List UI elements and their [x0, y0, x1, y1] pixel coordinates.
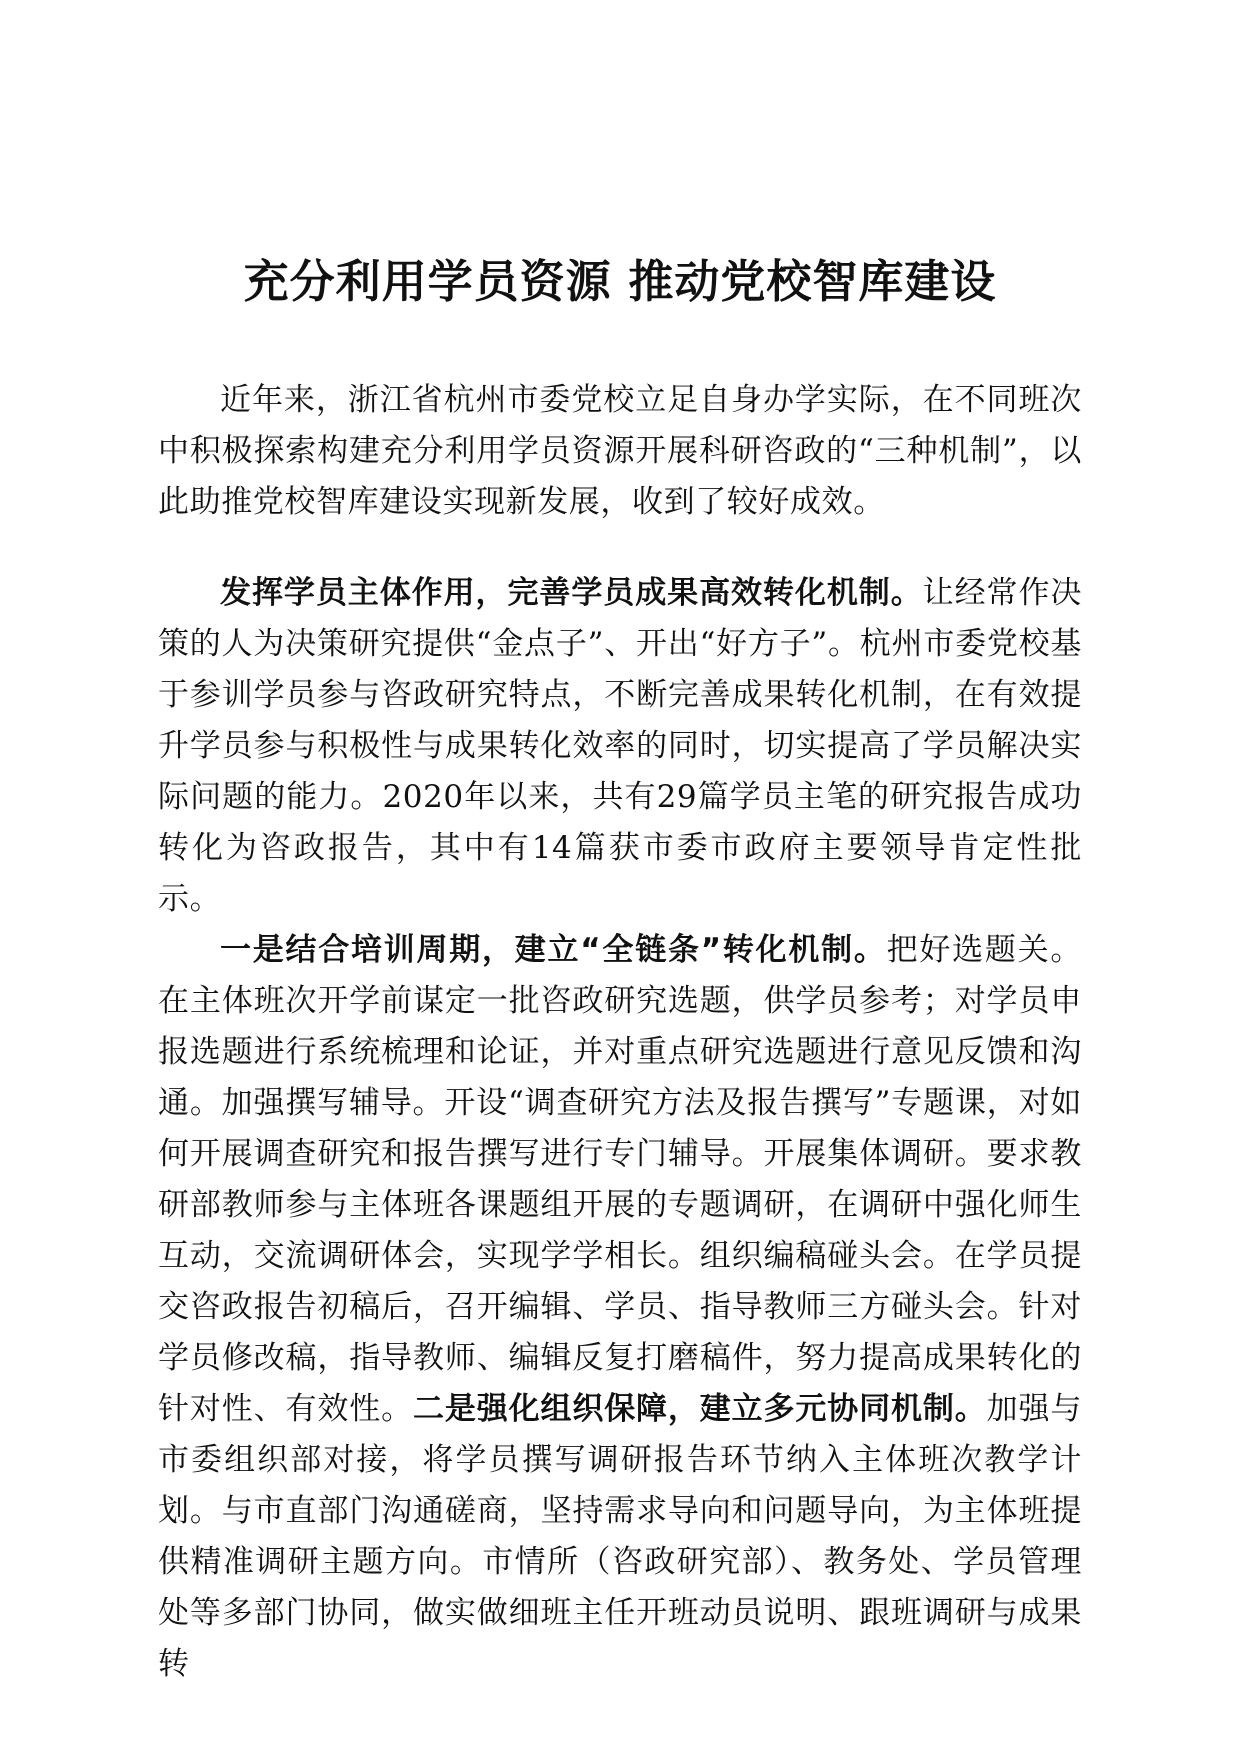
section1-text: 让经常作决策的人为决策研究提供“金点子”、开出“好方子”。杭州市委党校基于参训学员参与咨政研究特点，不断完善成果转化机制，在有效提升学员参与积极性与成果转化效率的同时，切实提高了学员解决实际问题的能力。2020年以来，共有29篇学员主笔的研究报告成功转化为咨政报告，其中有14篇获市委市政府主要领导肯定性批示。 — [158, 575, 1083, 917]
section2-text: 把好选题关。在主体班次开学前谋定一批咨政研究选题，供学员参考；对学员申报选题进行系统梳理和论证，并对重点研究选题进行意见反馈和沟通。加强撰写辅导。开设“调查研究方法及报告撰写”专题课，对如何开展调查研究和报告撰写进行专门辅导。开展集体调研。要求教研部教师参与主体班各课题组开展的专题调研，在调研中强化师生互动，交流调研体会，实现学学相长。组织编稿碰头会。在学员提交咨政报告初稿后，召开编辑、学员、指导教师三方碰头会。针对学员修改稿，指导教师、编辑反复打磨稿件，努力提高成果转化的针对性、有效性。 — [158, 932, 1082, 1427]
section2-text2: 加强与市委组织部对接，将学员撰写调研报告环节纳入主体班次教学计划。与市直部门沟通磋商，坚持需求导向和问题导向，为主体班提供精准调研主题方向。市情所（咨政研究部）、教务处、学员管理处等多部门协同，做实做细班主任开班动员说明、跟班调研与成果转 — [158, 1391, 1082, 1682]
intro-paragraph: 近年来，浙江省杭州市委党校立足自身办学实际，在不同班次中积极探索构建充分利用学员资源开展科研咨政的“三种机制”，以此助推党校智库建设实现新发展，收到了较好成效。 — [158, 382, 1082, 520]
document-title: 充分利用学员资源 推动党校智库建设 — [243, 255, 997, 308]
section1-paragraph — [158, 568, 1082, 925]
section2-paragraph — [158, 925, 1082, 1690]
section2-heading2: 二是强化组织保障，建立多元协同机制。 — [412, 1391, 987, 1427]
document-body — [158, 375, 1082, 1690]
section1-heading: 发挥学员主体作用，完善学员成果高效转化机制。 — [220, 575, 923, 611]
section2-heading: 一是结合培训周期，建立“全链条”转化机制。 — [220, 932, 887, 968]
